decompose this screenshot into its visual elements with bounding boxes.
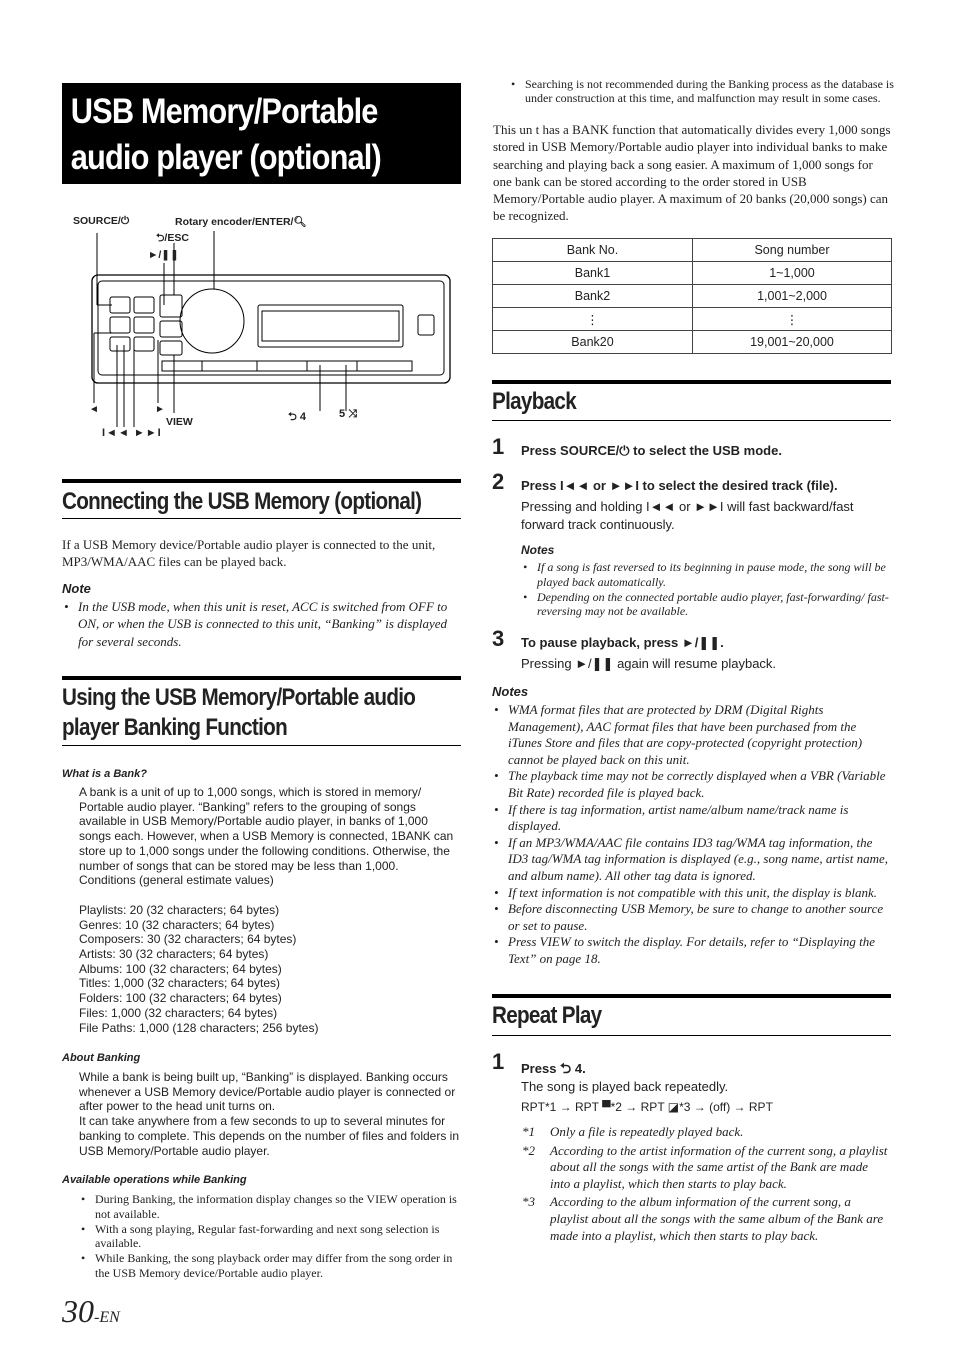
table-cell: Bank1 (493, 262, 693, 285)
playback-step-1: Press SOURCE/⏻ to select the USB mode. (521, 443, 782, 458)
playback-step-3: To pause playback, press ►/❚❚. (521, 635, 724, 650)
repeat-step-1-pre: Press (521, 1061, 557, 1076)
list-item: • If an MP3/WMA/AAC file contains ID3 tag/WMA tag information, the ID3 tag/WMA tag information is displayed (e.g., song name, artist name, and album name). All other tag data is ignored. (492, 835, 892, 885)
list-item: Genres: 10 (32 characters; 64 bytes) (79, 917, 275, 932)
playback-step-3-detail: Pressing ►/❚❚ again will resume playback. (521, 656, 777, 671)
list-item: • Depending on the connected portable audio player, fast-forwarding/ fast-reversing may not be available. (521, 590, 891, 620)
repeat-step-1-number: 1 (492, 1049, 505, 1074)
repeat-step-1-post: 4. (574, 1061, 586, 1076)
rotary-encoder-label: Rotary encoder/ENTER/🔍︎ (175, 216, 307, 228)
repeat-sequence: RPT*1 → RPT ▀*2 → RPT ◪*3 → (off) → RPT (521, 1100, 773, 1114)
list-item: • Press VIEW to switch the display. For details, refer to “Displaying the Text” on page 18. (492, 934, 892, 967)
table-cell: Bank2 (493, 285, 693, 308)
list-item: • If there is tag information, artist name/album name/track name is displayed. (492, 802, 892, 835)
table-cell: ⋮ (693, 308, 892, 331)
button-5-label: 5 ⤨ (339, 408, 357, 420)
list-item: • Searching is not recommended during the Banking process as the database is under construction at this time, and malfunction may result in some cases. (509, 77, 894, 106)
page-title: USB Memory/Portable audio player (optional) (70, 92, 381, 177)
searching-note-list (509, 77, 894, 106)
table-header-cell: Song number (693, 239, 892, 262)
search-icon: 🔍︎ (293, 216, 307, 228)
about-banking-label: About Banking (62, 1052, 141, 1064)
list-item: • While Banking, the song playback order may differ from the song order in the USB Memory device/Portable audio player. (79, 1251, 461, 1281)
list-item: Albums: 100 (32 characters; 64 bytes) (79, 961, 282, 976)
playback-notes2-label: Notes (492, 684, 529, 699)
connecting-heading: Connecting the USB Memory (optional) (62, 488, 422, 515)
table-row (493, 285, 892, 308)
repeat-footnotes (521, 1123, 891, 1245)
list-item: • In the USB mode, when this unit is reset, ACC is switched from OFF to ON, or when the USB is connected to this unit, “Banking” is displayed for several seconds. (62, 598, 461, 650)
footnote-mark: *1 (522, 1124, 535, 1139)
list-item: • If text information is not compatible with this unit, the display is blank. (492, 885, 892, 902)
table-row (493, 331, 892, 354)
page-title-block (62, 83, 461, 184)
playback-notes-list (521, 560, 891, 619)
list-item: Playlists: 20 (32 characters; 64 bytes) (79, 902, 280, 917)
list-item: • If a song is fast reversed to its beginning in pause mode, the song will be played back automatically. (521, 560, 891, 590)
head-unit-illustration (62, 205, 462, 445)
playback-step-3-number: 3 (492, 626, 505, 651)
list-item: Artists: 30 (32 characters; 64 bytes) (79, 947, 269, 962)
banking-heading-line1: Using the USB Memory/Portable audio (62, 684, 416, 711)
playback-section (492, 380, 891, 421)
return-icon: ⮌ (156, 232, 165, 244)
connecting-note-label: Note (62, 581, 91, 596)
page-number-value: 30 (62, 1293, 94, 1329)
table-cell: Bank20 (493, 331, 693, 354)
connecting-note-list (62, 598, 461, 650)
play-pause-label: ►/❚❚ (148, 249, 179, 261)
table-header-cell: Bank No. (493, 239, 693, 262)
bank-table (492, 238, 892, 354)
page-number (62, 1293, 120, 1330)
table-row (493, 262, 892, 285)
list-item: • Before disconnecting USB Memory, be sure to change to another source or set to pause. (492, 901, 892, 934)
table-cell: 19,001~20,000 (693, 331, 892, 354)
list-item: • The playback time may not be correctly displayed when a VBR (Variable Bit Rate) recorded file is played back. (492, 768, 892, 801)
repeat-section (492, 994, 891, 1036)
list-item: Folders: 100 (32 characters; 64 bytes) (79, 991, 282, 1006)
footnote-row (521, 1123, 891, 1142)
table-row (493, 308, 892, 331)
footnote-mark: *3 (522, 1194, 535, 1210)
footnote-text: Only a file is repeatedly played back. (550, 1124, 744, 1139)
table-cell: 1,001~2,000 (693, 285, 892, 308)
what-is-bank-text: A bank is a unit of up to 1,000 songs, which is stored in memory/ Portable audio player. “Banking” refers to the grouping of songs available in USB Memory/Portable audio player, in banks of 1,000 songs each. However, when a USB Memory is connected, 1BANK can store up to 1,000 songs under the following conditions. Otherwise, the number of songs that can be stored may be less than 1,000. (79, 785, 454, 873)
playback-notes2-list (492, 702, 892, 968)
repeat-icon: ⮌ (288, 411, 297, 423)
connecting-section (62, 479, 461, 519)
footnote-mark: *2 (522, 1142, 535, 1158)
playback-step-2: Press I◄◄ or ►►I to select the desired track (file). (521, 478, 838, 493)
what-is-bank-label: What is a Bank? (62, 768, 147, 780)
playback-notes-label: Notes (521, 543, 555, 557)
banking-section (62, 676, 461, 746)
list-item: Files: 1,000 (32 characters; 64 bytes) (79, 1005, 278, 1020)
about-banking-text-1: While a bank is being built up, “Banking” is displayed. Banking occurs whenever a USB Memory device/Portable audio player is connected or after power to the head unit turns on. (79, 1070, 456, 1114)
view-label: VIEW (166, 416, 193, 428)
available-operations-label: Available operations while Banking (62, 1174, 247, 1186)
playback-step-1-number: 1 (492, 434, 505, 459)
footnote-text: According to the album information of the current song, a playlist about all the songs with the same album of the Bank are made into a playlist, which then starts to play back. (550, 1194, 884, 1243)
available-operations-list (79, 1192, 461, 1281)
footnote-row (521, 1193, 891, 1245)
list-item: Titles: 1,000 (32 characters; 64 bytes) (79, 976, 280, 991)
list-item: File Paths: 1,000 (128 characters; 256 bytes) (79, 1020, 319, 1035)
footnote-row (521, 1142, 891, 1194)
repeat-step-1-detail: The song is played back repeatedly. (521, 1079, 729, 1094)
front-panel-diagram (62, 205, 462, 445)
list-item: • WMA format files that are protected by DRM (Digital Rights Management), AAC format files that have been purchased from the iTunes Store and files that are copy-protected (copyright protection) cannot be played back on this unit. (492, 702, 892, 768)
repeat-icon: ⮌ (560, 1060, 572, 1076)
conditions-list (79, 903, 461, 1035)
button-4-label: ⮌ 4 (288, 411, 306, 423)
right-arrow-label: ► (155, 404, 165, 415)
left-arrow-label: ◄ (89, 404, 99, 415)
table-cell: 1~1,000 (693, 262, 892, 285)
connecting-body: If a USB Memory device/Portable audio player is connected to the unit, MP3/WMA/AAC files can be played back. (62, 537, 436, 570)
page-suffix: -EN (94, 1309, 120, 1326)
table-cell: ⋮ (493, 308, 693, 331)
what-is-bank-body (79, 785, 461, 1035)
banking-heading-line2: player Banking Function (62, 714, 288, 741)
repeat-heading: Repeat Play (492, 1002, 602, 1029)
conditions-label: Conditions (general estimate values) (79, 873, 274, 888)
prev-next-label: I◄◄ ►►I (102, 427, 162, 439)
shuffle-icon: ⤨ (348, 408, 357, 420)
list-item: • With a song playing, Regular fast-forwarding and next song selection is available. (79, 1222, 461, 1252)
list-item: • During Banking, the information display changes so the VIEW operation is not available. (79, 1192, 461, 1222)
about-banking-body (79, 1070, 461, 1158)
playback-heading: Playback (492, 388, 577, 415)
list-item: Composers: 30 (32 characters; 64 bytes) (79, 932, 297, 947)
playback-step-2-detail: Pressing and holding I◄◄ or ►►I will fast backward/fast forward track continuously. (521, 499, 854, 532)
about-banking-text-2: It can take anywhere from a few seconds to up to several minutes for banking to complete. This depends on the number of files and folders in USB Memory/Portable audio player. (79, 1114, 460, 1158)
playback-step-2-number: 2 (492, 469, 505, 494)
bank-function-body: This un t has a BANK function that automatically divides every 1,000 songs stored in USB Memory/Portable audio player into individual banks to make searching and playing back a song easier. A maximum of 1,000 songs for one bank can be stored according to the order stored in USB Memory/Portable audio player. A maximum of 20 banks (20,000 songs) can be recognized. (493, 122, 891, 224)
esc-label: ⮌/ESC (156, 232, 189, 244)
table-header-row (493, 239, 892, 262)
source-label: SOURCE/⏻ (73, 215, 130, 227)
footnote-text: According to the artist information of the current song, a playlist about all the songs with the same artist of the Bank are made into a playlist, which then starts to play back. (550, 1142, 888, 1191)
